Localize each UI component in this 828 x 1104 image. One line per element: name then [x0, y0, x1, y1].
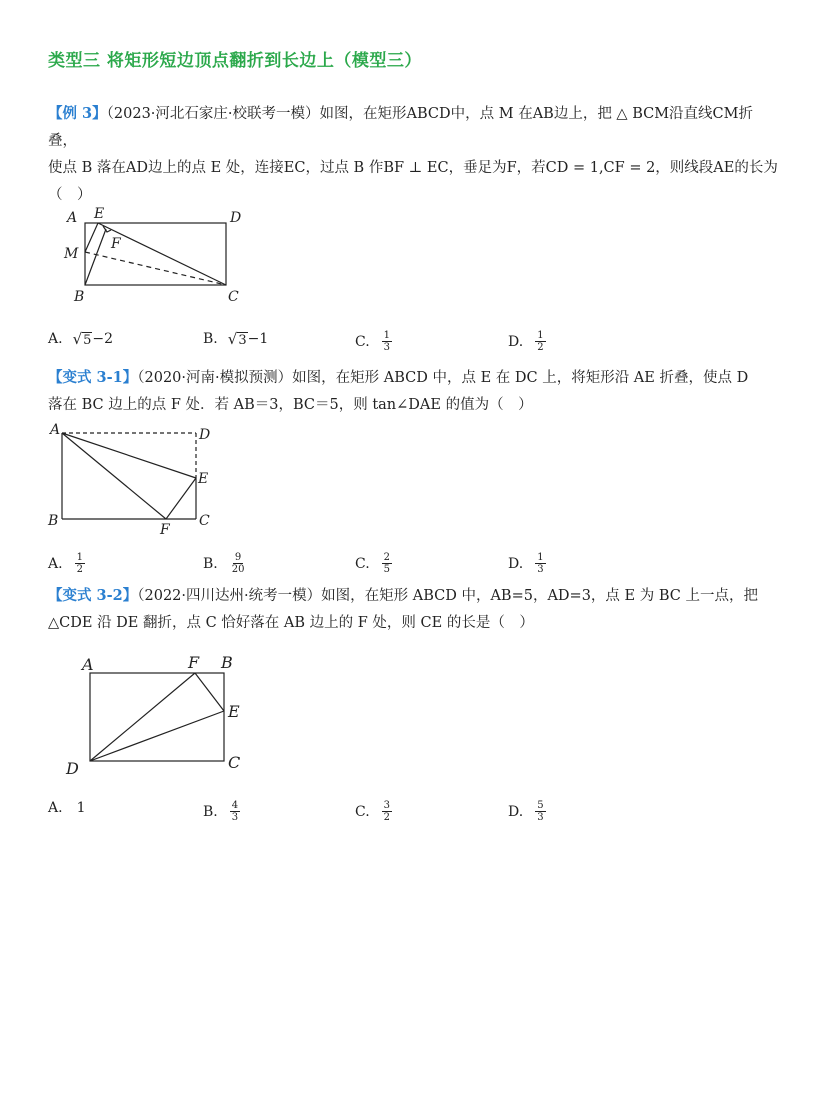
fig1-segment-bf	[85, 229, 106, 285]
variant-3-2-text	[48, 582, 778, 637]
fig1-label-e: E	[94, 206, 105, 222]
option-letter: B.	[203, 331, 218, 347]
sqrt-expression	[228, 330, 248, 348]
option-letter: C.	[355, 803, 370, 820]
fraction	[75, 552, 85, 575]
example-3-option-d[interactable]	[508, 330, 546, 353]
example-3-line1-text: 如图，在矩形ABCD中，点 M 在AB边上，把 △ BCM沿直线CM折叠，	[48, 106, 753, 149]
fig2-label-e: E	[198, 471, 209, 487]
fraction	[535, 330, 545, 353]
option-letter: D.	[508, 333, 524, 350]
fig1-label-d: D	[230, 210, 242, 226]
variant-3-1-text	[48, 364, 778, 419]
variant-3-2-line2: △CDE 沿 DE 翻折，点 C 恰好落在 AB 边上的 F 处，则 CE 的长是（ ）	[48, 615, 534, 631]
variant-3-2-options	[48, 800, 778, 826]
variant-3-1-line2: 落在 BC 边上的点 F 处．若 AB＝3，BC＝5，则 tan∠DAE 的值为（ ）	[48, 397, 533, 413]
fraction	[230, 800, 240, 823]
example-3-option-c[interactable]	[355, 330, 392, 353]
variant-3-1-line1	[48, 364, 778, 392]
option-value: 1	[76, 800, 86, 816]
fig3-label-d: D	[66, 759, 79, 778]
option-letter: B.	[203, 803, 218, 820]
fig2-label-a: A	[50, 422, 61, 438]
variant-3-1-option-c[interactable]	[355, 552, 392, 575]
numerator: 1	[537, 330, 544, 341]
variant-3-2-option-a[interactable]	[48, 800, 85, 816]
numerator: 4	[231, 800, 239, 811]
radicand: 3	[238, 333, 247, 348]
denominator: 2	[76, 564, 83, 575]
fig1-rectangle	[85, 223, 226, 285]
fraction	[535, 800, 545, 823]
variant-3-2-source: （2022·四川达州·统考一模）	[137, 588, 322, 604]
numerator: 1	[537, 552, 544, 563]
fig2-label-f: F	[160, 522, 170, 538]
fig1-segment-ec	[98, 223, 226, 285]
example-3-line3: （ ）	[48, 187, 92, 203]
fig1-label-f: F	[111, 236, 121, 252]
fig1-label-c: C	[228, 289, 239, 305]
example-3-option-b[interactable]	[203, 330, 268, 348]
fraction	[382, 330, 392, 353]
denominator: 2	[383, 812, 391, 823]
option-letter: D.	[508, 803, 524, 820]
fig3-segment-df	[90, 673, 195, 761]
option-letter: C.	[355, 333, 370, 350]
example-3-source: （2023·河北石家庄·校联考一模）	[106, 106, 320, 122]
variant-3-2-line1-text: 如图，在矩形 ABCD 中，AB=5，AD=3，点 E 为 BC 上一点，把	[321, 588, 758, 604]
radical-sign: √	[72, 330, 83, 348]
denominator: 3	[537, 564, 544, 575]
figure-example-3	[85, 223, 226, 285]
option-letter: A.	[48, 800, 63, 816]
radicand: 5	[83, 333, 92, 348]
fig1-label-m: M	[64, 246, 79, 262]
fraction	[230, 552, 247, 575]
numerator: 1	[76, 552, 83, 563]
denominator: 3	[383, 342, 391, 353]
fraction	[382, 800, 392, 823]
figure-variant-3-2	[90, 673, 224, 761]
denominator: 3	[231, 812, 239, 823]
fig2-label-c: C	[199, 513, 210, 529]
fig1-label-b: B	[74, 289, 85, 305]
example-3-option-a[interactable]	[48, 330, 113, 348]
variant-3-1-options	[48, 552, 778, 578]
fig2-segment-fe	[166, 478, 196, 519]
variant-3-1-source: （2020·河南·模拟预测）	[137, 370, 293, 386]
variant-3-2-line1	[48, 582, 778, 610]
variant-3-1-option-b[interactable]	[203, 552, 246, 575]
option-letter: B.	[203, 555, 218, 572]
variant-3-1-line1-text: 如图，在矩形 ABCD 中，点 E 在 DC 上，将矩形沿 AE 折叠，使点 D	[292, 370, 749, 386]
numerator: 5	[537, 800, 544, 811]
fig2-label-b: B	[48, 513, 59, 529]
numerator: 9	[234, 552, 242, 563]
variant-3-1-option-d[interactable]	[508, 552, 546, 575]
fraction	[535, 552, 545, 575]
fig3-label-a: A	[82, 655, 94, 674]
fraction	[382, 552, 392, 575]
numerator: 2	[383, 552, 391, 563]
numerator: 1	[383, 330, 391, 341]
fig2-segment-af	[62, 433, 166, 519]
example-3-line2: 使点 B 落在AD边上的点 E 处，连接EC，过点 B 作BF ⊥ EC，垂足为F，若CD = 1,CF = 2，则线段AE的长为	[48, 160, 778, 176]
fig3-label-e: E	[228, 702, 240, 721]
numerator: 3	[383, 800, 391, 811]
fig2-segment-ae	[62, 433, 196, 478]
sqrt-expression	[73, 330, 93, 348]
fig3-label-c: C	[228, 753, 241, 772]
fig3-label-b: B	[221, 653, 233, 672]
option-letter: D.	[508, 555, 524, 572]
option-rest: −1	[247, 331, 269, 347]
fig1-label-a: A	[67, 210, 78, 226]
denominator: 20	[231, 564, 245, 575]
example-3-tag: 【例 3】	[48, 105, 107, 122]
denominator: 5	[383, 564, 391, 575]
denominator: 2	[537, 342, 544, 353]
variant-3-2-option-c[interactable]	[355, 800, 392, 823]
figure-variant-3-1	[62, 433, 196, 519]
denominator: 3	[537, 812, 544, 823]
fig1-segment-mc-dashed	[85, 252, 226, 285]
fig3-rectangle	[90, 673, 224, 761]
option-letter: C.	[355, 555, 370, 572]
variant-3-2-option-b[interactable]	[203, 800, 240, 823]
variant-3-1-option-a[interactable]	[48, 552, 85, 575]
option-letter: A.	[48, 555, 63, 572]
fig1-segment-em	[85, 223, 98, 252]
variant-3-2-tag: 【变式 3-2】	[48, 587, 138, 604]
radical-sign: √	[227, 330, 238, 348]
option-rest: −2	[92, 331, 114, 347]
option-letter: A.	[48, 331, 63, 347]
fig3-segment-de	[90, 711, 224, 761]
example-3-options	[48, 330, 778, 354]
variant-3-1-tag: 【变式 3-1】	[48, 369, 138, 386]
variant-3-2-option-d[interactable]	[508, 800, 546, 823]
fig2-label-d: D	[199, 427, 211, 443]
fig3-label-f: F	[188, 653, 200, 672]
section-title: 类型三 将矩形短边顶点翻折到长边上（模型三）	[48, 51, 422, 71]
fig3-segment-fe	[195, 673, 224, 711]
